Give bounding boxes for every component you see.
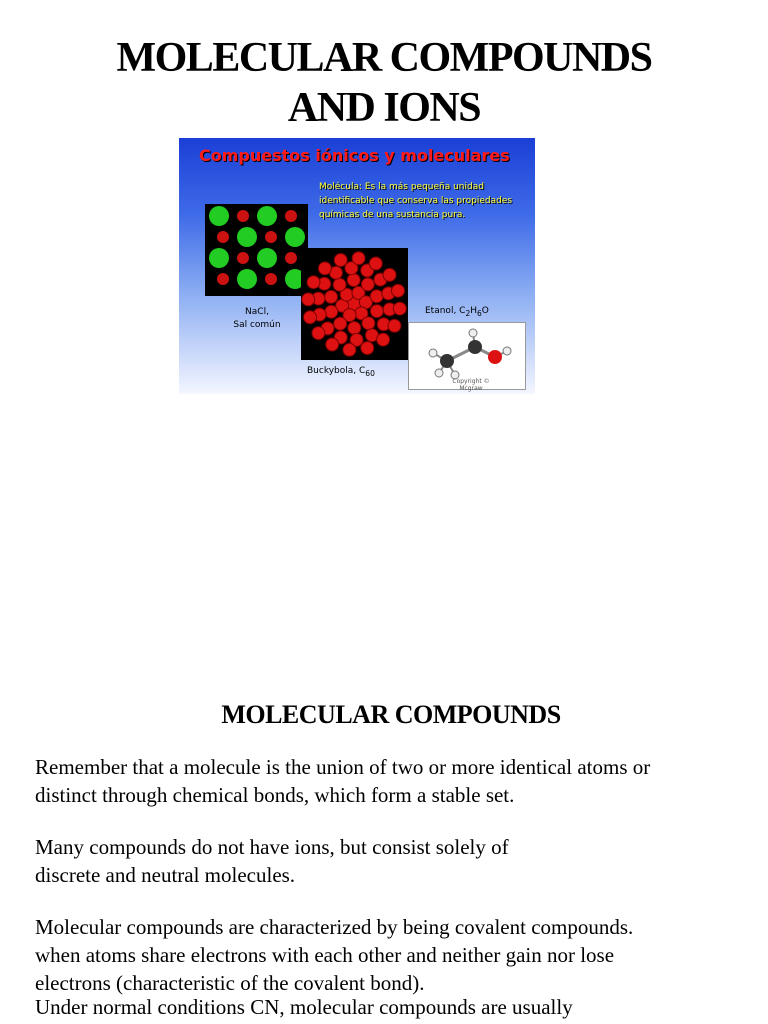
paragraph-molecule-definition [35,753,745,809]
text-line: Remember that a molecule is the union of two or more identical atoms or [35,755,651,779]
carbon-atom [343,343,356,356]
ethanol-caption-h: H [470,306,478,316]
sodium-atom [209,248,229,268]
section-heading: MOLECULAR COMPOUNDS [221,700,561,729]
carbon-atom [318,262,331,275]
ethanol-caption-text: Etanol, C [425,306,466,316]
paragraph-normal-conditions [35,993,745,1021]
text-line: electrons (characteristic of the covalent bond). [35,971,425,995]
carbon-atom [362,317,375,330]
document-title-line-2: AND IONS [287,85,481,131]
paragraph-no-ions [35,833,745,889]
text-line: Many compounds do not have ions, but consist solely of [35,835,509,859]
buckyball-caption [307,366,417,378]
text-line: distinct through chemical bonds, which form a stable set. [35,783,515,807]
nacl-lattice [205,204,308,296]
document-title-line-1: MOLECULAR COMPOUNDS [116,35,652,81]
carbon-atom [393,302,406,315]
carbon-atom [388,319,401,332]
chloride-atom [237,252,249,264]
nacl-caption-formula: NaCl, [245,307,269,317]
text-line: discrete and neutral molecules. [35,863,296,887]
molecule-definition: Molécula: Es la más pequeña unidad identificable que conserva las propiedades químicas de una sustancia pura. [319,182,513,220]
slide-title: Compuestos iónicos y moleculares [199,146,510,165]
buckyball-caption-subscript: 60 [365,368,375,378]
sodium-atom [209,206,229,226]
ethanol-caption [425,306,535,318]
ethanol-caption-sub2: 6 [477,308,482,318]
hydrogen-atom [429,349,437,357]
carbon-atom [333,278,346,291]
chloride-atom [285,252,297,264]
chloride-atom [265,273,277,285]
paragraph-covalent [35,913,745,997]
text-line: Under normal conditions CN, molecular compounds are usually [35,995,573,1019]
carbon-atom [370,305,383,318]
chloride-atom [237,210,249,222]
sodium-atom [237,269,257,289]
carbon-atom [370,290,383,303]
buckyball-molecule [301,248,408,360]
hydrogen-atom [503,347,511,355]
carbon-atom [307,276,320,289]
sodium-atom [257,248,277,268]
carbon-atom [468,340,482,354]
sodium-atom [237,227,257,247]
hydrogen-atom [469,329,477,337]
chloride-atom [285,210,297,222]
chloride-atom [217,231,229,243]
ethanol-caption-o: O [481,306,489,316]
carbon-atom [361,278,374,291]
carbon-atom [325,305,338,318]
carbon-atom [348,322,361,335]
text-line: when atoms share electrons with each other and neither gain nor lose [35,943,615,967]
carbon-atom [352,252,365,265]
carbon-atom [392,284,405,297]
carbon-atom [334,317,347,330]
hydrogen-atom [435,369,443,377]
carbon-atom [383,268,396,281]
carbon-atom [377,333,390,346]
sodium-atom [285,227,305,247]
carbon-atom [347,274,360,287]
carbon-atom [304,311,317,324]
carbon-atom [334,254,347,267]
chloride-atom [217,273,229,285]
carbon-atom [312,327,325,340]
nacl-caption-name: Sal común [233,320,281,330]
carbon-atom [326,338,339,351]
nacl-atoms [209,206,305,289]
nacl-crystal-image [205,204,308,296]
carbon-atom [440,354,454,368]
sodium-atom [257,206,277,226]
nacl-caption [219,306,295,332]
carbon-atom [369,257,382,270]
compounds-slide-image [179,138,535,394]
oxygen-atom [488,350,502,364]
carbon-atom [325,290,338,303]
chloride-atom [265,231,277,243]
carbon-atom [302,293,315,306]
buckyball-image [301,248,408,360]
text-line: Molecular compounds are characterized by being covalent compounds. [35,915,634,939]
ethanol-caption-sub1: 2 [465,308,471,318]
buckyball-caption-text: Buckybola, C [307,366,366,376]
image-watermark: Copyright © Mcgraw [452,378,490,392]
carbon-atom [361,342,374,355]
